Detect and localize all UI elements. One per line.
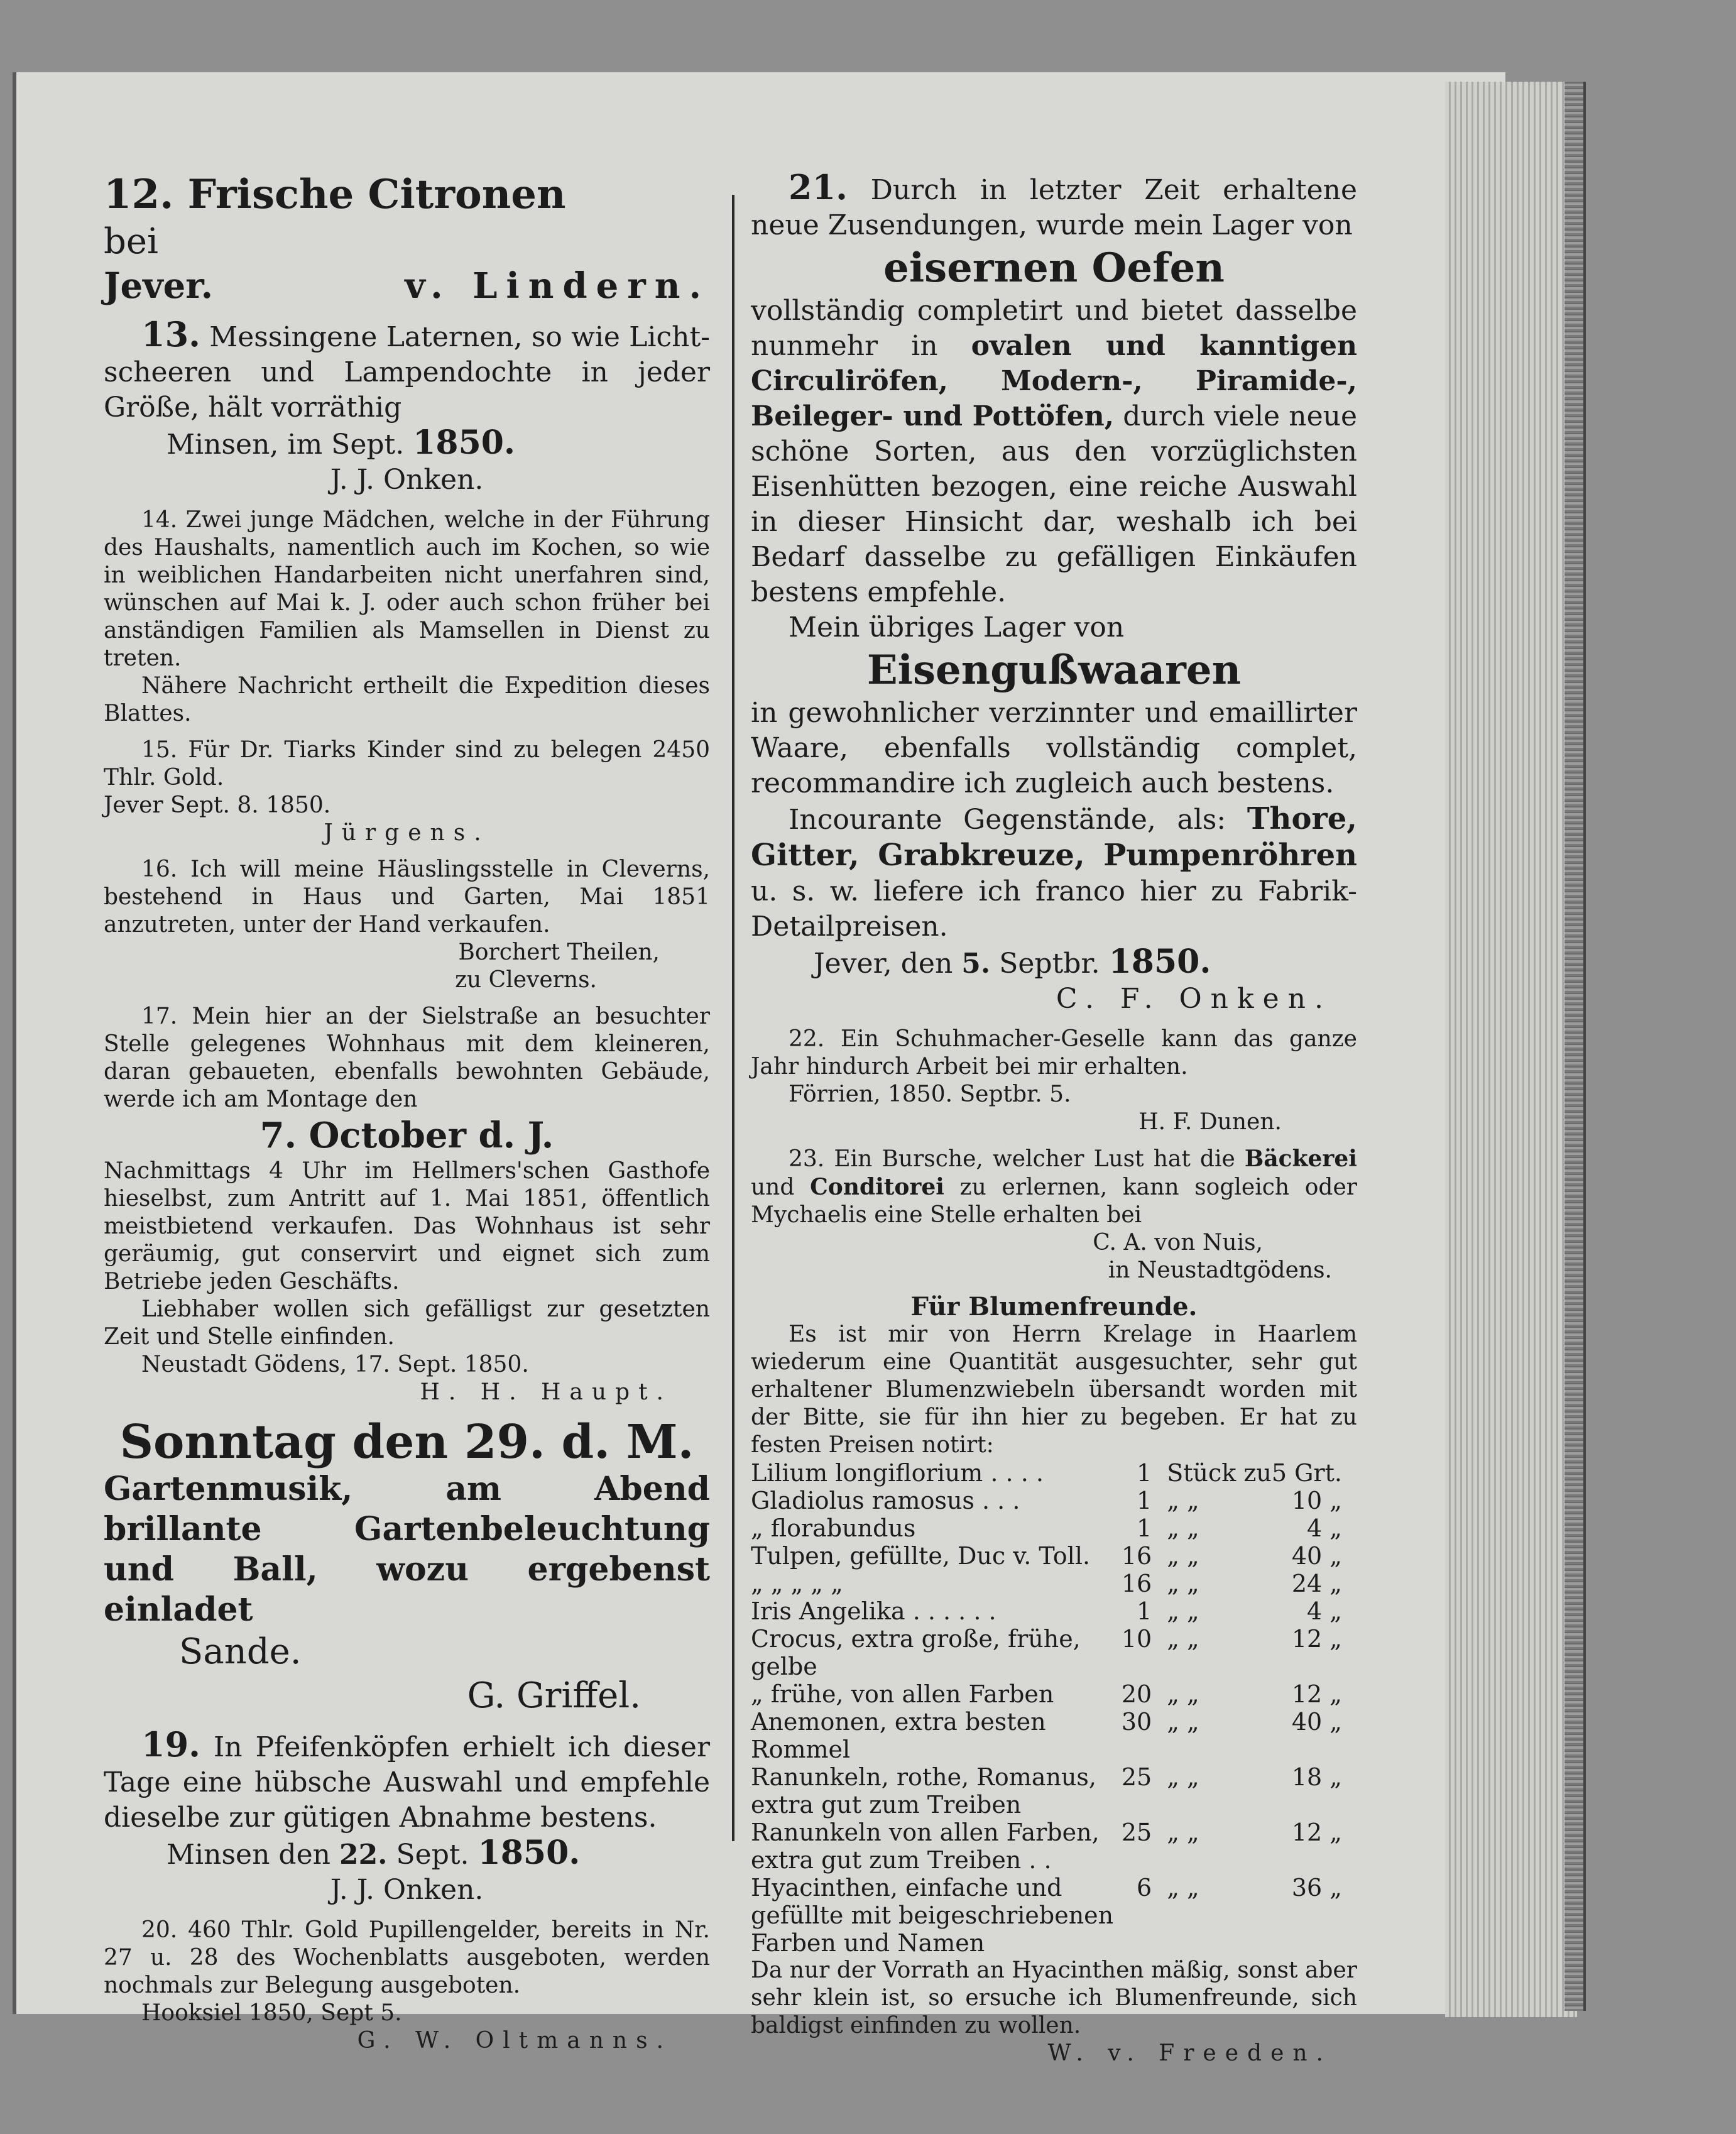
price-cell-price: 18 „ [1291, 1763, 1342, 1791]
price-cell-price: 36 „ [1291, 1874, 1342, 1901]
price-cell-unit: „ „ [1167, 1680, 1199, 1708]
ad-number: 21. [789, 167, 848, 207]
price-cell-price: 12 „ [1291, 1680, 1342, 1708]
price-cell-unit: „ „ [1167, 1874, 1199, 1901]
price-cell-unit: „ „ [1167, 1570, 1199, 1597]
price-row [751, 1625, 1357, 1680]
ad-text-3: Liebhaber wollen sich gefälligst zur gesetzten Zeit und Stelle einfinden. [104, 1296, 710, 1350]
ad-text: 20. 460 Thlr. Gold Pupillengelder, bereits in Nr. 27 u. 28 des Wochenblatts ausgeboten, werden nochmals zur Belegung ausgeboten. [104, 1917, 710, 1998]
ad-signature: C. F. Onken. [1056, 983, 1332, 1015]
column-divider [732, 195, 734, 1841]
price-cell-unit: „ „ [1167, 1514, 1199, 1542]
price-cell-price: 24 „ [1291, 1570, 1342, 1597]
price-cell-price: 40 „ [1291, 1542, 1342, 1570]
ad-text: 14. Zwei junge Mädchen, welche in der Führung des Haushalts, namentlich auch im Kochen, so wie in weiblichen Handarbeiten nicht unerfahren sind, wünschen auf Mai k. J. oder auch schon früher bei anständigen Familien als Mamsellen in Dienst zu treten. [104, 507, 710, 671]
ad-number: 12. [104, 171, 174, 218]
price-cell-qty: 1 [1137, 1459, 1152, 1487]
ad-day: 5. [961, 948, 991, 980]
price-cell-price: 10 „ [1291, 1487, 1342, 1514]
price-cell-unit: „ „ [1167, 1597, 1199, 1625]
ad-place: Neustadt Gödens, 17. Sept. 1850. [141, 1352, 529, 1377]
ad-bold-b: Conditorei [810, 1174, 944, 1200]
ad-text-3: durch viele neue schöne Sorten, aus den vorzüglichsten Eisenhütten bezogen, eine reiche Auswahl in dieser Hinsicht dar, weshalb ich bei Bedarf dasselbe zu gefälligen Einkäufen bestens empfehle. [751, 400, 1357, 608]
price-cell-qty: 16 [1121, 1542, 1152, 1570]
ad-headline: Sonntag den 29. d. M. [119, 1415, 694, 1469]
price-cell-name: Hyacinthen, einfache und gefüllte mit beigeschriebenen Farben und Namen [751, 1874, 1114, 1957]
right-column [751, 167, 1357, 2076]
ad-22 [751, 1026, 1357, 1136]
price-cell-unit: „ „ [1167, 1542, 1199, 1570]
price-cell-name: Ranunkeln von allen Farben, extra gut zum Treiben . . [751, 1819, 1100, 1874]
price-row [751, 1819, 1357, 1874]
left-column [104, 170, 710, 2064]
ad-bold-a: Bäckerei [1244, 1146, 1357, 1172]
ad-place: Minsen den [167, 1839, 330, 1871]
ad-place: Sande. [179, 1631, 302, 1672]
ad-23 [751, 1145, 1357, 1284]
price-cell-price: 5 Grt. [1271, 1459, 1342, 1487]
price-row [751, 1763, 1357, 1819]
ad-year: 1850. [413, 424, 516, 462]
ad-headline: Für Blumenfreunde. [910, 1292, 1198, 1321]
price-cell-qty: 10 [1121, 1625, 1152, 1653]
ad-19 [104, 1724, 710, 1908]
ad-15 [104, 736, 710, 847]
ad-12 [104, 170, 710, 308]
price-cell-name: „ „ „ „ „ [751, 1570, 843, 1597]
ad-text-4: Mein übriges Lager von [789, 611, 1125, 643]
ad-signature: G. W. Oltmanns. [357, 2028, 672, 2054]
ad-signature-place: in Neustadtgödens. [1108, 1257, 1332, 1283]
price-row [751, 1597, 1357, 1625]
ad-21 [751, 167, 1357, 1017]
price-cell-unit: „ „ [1167, 1708, 1199, 1736]
price-cell-price: 12 „ [1291, 1625, 1342, 1653]
ad-text-a: 23. Ein Bursche, welcher Lust hat die [789, 1146, 1235, 1172]
ad-bei: bei [104, 221, 158, 262]
ad-20 [104, 1917, 710, 2055]
ad-18 [104, 1415, 710, 1718]
ad-text: 17. Mein hier an der Sielstraße an besuchter Stelle gelegenes Wohnhaus mit dem kleineren, daran gebaueten, ebenfalls bewohnten Gebäude, werde ich am Montage den [104, 1004, 710, 1112]
ad-signature: H. F. Dunen. [1138, 1109, 1282, 1135]
ad-place: Jever, den [814, 948, 953, 980]
ad-17 [104, 1003, 710, 1406]
ad-text: 15. Für Dr. Tiarks Kinder sind zu belegen 2450 Thlr. Gold. [104, 737, 710, 791]
ad-text-b: und [751, 1174, 795, 1200]
price-cell-qty: 25 [1121, 1763, 1152, 1791]
ad-day: 22. [339, 1839, 388, 1871]
page-edges [1445, 82, 1577, 2017]
ad-signature: C. A. von Nuis, [1093, 1230, 1263, 1256]
ad-place: Hooksiel 1850, Sept 5. [141, 2000, 402, 2026]
price-cell-unit: „ „ [1167, 1763, 1199, 1791]
ad-year: 1850. [1108, 943, 1211, 981]
ad-text: Messingene Laternen, so wie Licht-scheeren und Lampendochte in jeder Größe, hält vorräthig [104, 321, 710, 424]
ad-13 [104, 314, 710, 498]
ad-number: 13. [141, 314, 200, 354]
ad-year: 1850. [478, 1834, 581, 1872]
ad-number: 19. [141, 1724, 200, 1765]
ad-signature: J. J. Onken. [330, 1874, 484, 1906]
price-cell-qty: 1 [1137, 1514, 1152, 1542]
ad-footer: Da nur der Vorrath an Hyacinthen mäßig, sonst aber sehr klein ist, so ersuche ich Blumenfreunde, sich baldigst einfinden zu wollen. [751, 1957, 1357, 2038]
price-cell-qty: 30 [1121, 1708, 1152, 1736]
ad-bold-products: ovalen und kanntigen Circuliröfen, Modern-, Piramide-, Beileger- und Pottöfen, [751, 330, 1357, 432]
price-cell-qty: 1 [1137, 1597, 1152, 1625]
price-cell-name: „ florabundus [751, 1514, 916, 1542]
price-cell-name: Lilium longiflorium . . . . [751, 1459, 1044, 1487]
ad-month: Sept. [396, 1839, 469, 1871]
price-cell-unit: „ „ [1167, 1487, 1199, 1514]
ad-text-6: Incourante Gegenstände, als: [789, 804, 1226, 836]
ad-month: Septbr. [999, 948, 1100, 980]
ad-16 [104, 856, 710, 994]
ad-text: Durch in letzter Zeit erhaltene neue Zusendungen, wurde mein Lager von [751, 174, 1357, 241]
price-cell-price: 40 „ [1291, 1708, 1342, 1736]
price-row [751, 1542, 1357, 1570]
ad-text: 16. Ich will meine Häuslingsstelle in Cleverns, bestehend in Haus und Garten, Mai 1851 anzutreten, unter der Hand verkaufen. [104, 856, 710, 938]
price-cell-qty: 20 [1121, 1680, 1152, 1708]
book-cover-edge [1564, 82, 1586, 2011]
price-cell-qty: 16 [1121, 1570, 1152, 1597]
ad-date: Jever Sept. 8. 1850. [104, 792, 331, 818]
price-cell-name: Gladiolus ramosus . . . [751, 1487, 1020, 1514]
price-cell-name: Crocus, extra große, frühe, gelbe [751, 1625, 1081, 1680]
price-row [751, 1874, 1357, 1957]
price-cell-name: „ frühe, von allen Farben [751, 1680, 1054, 1708]
ad-bold-items: Thore, Gitter, Grabkreuze, Pumpenröhren [751, 801, 1357, 873]
price-cell-price: 4 „ [1307, 1514, 1342, 1542]
ad-signature-place: zu Cleverns. [455, 967, 597, 993]
ad-place: Förrien, 1850. Septbr. 5. [789, 1081, 1071, 1107]
price-cell-name: Iris Angelika . . . . . . [751, 1597, 996, 1625]
price-table [751, 1459, 1357, 1957]
ad-signature: W. v. Freeden. [1047, 2040, 1332, 2066]
price-cell-price: 4 „ [1307, 1597, 1342, 1625]
ad-note: Nähere Nachricht ertheilt die Expedition dieses Blattes. [104, 673, 710, 726]
ad-14 [104, 506, 710, 728]
price-cell-unit: „ „ [1167, 1625, 1199, 1653]
ad-text-7: u. s. w. liefere ich franco hier zu Fabrik-Detailpreisen. [751, 875, 1357, 943]
ad-signature: H. H. Haupt. [420, 1379, 672, 1405]
ad-title: Frische Citronen [187, 171, 566, 218]
ad-date: 7. October d. J. [259, 1115, 554, 1156]
ad-place: Minsen, im Sept. [167, 429, 405, 461]
ad-signature: v. Lindern. [405, 265, 710, 307]
price-cell-price: 12 „ [1291, 1819, 1342, 1846]
ad-signature: J. J. Onken. [330, 464, 484, 496]
ad-text-c: zu erlernen, kann sogleich oder Mychaelis eine Stelle erhalten bei [751, 1174, 1357, 1228]
ad-text: In Pfeifenköpfen erhielt ich dieser Tage eine hübsche Auswahl und empfehle dieselbe zur gütigen Abnahme bestens. [104, 1731, 710, 1834]
price-cell-name: Ranunkeln, rothe, Romanus, extra gut zum Treiben [751, 1763, 1096, 1819]
price-row [751, 1514, 1357, 1542]
ad-signature: Jürgens. [324, 820, 490, 846]
price-row [751, 1570, 1357, 1597]
price-cell-qty: 1 [1137, 1487, 1152, 1514]
price-cell-unit: „ „ [1167, 1819, 1199, 1846]
price-cell-unit: Stück zu [1167, 1459, 1272, 1487]
ad-signature: G. Griffel. [467, 1675, 641, 1716]
ad-place: Jever. [104, 265, 214, 307]
ad-text: 22. Ein Schuhmacher-Geselle kann das ganze Jahr hindurch Arbeit bei mir erhalten. [751, 1026, 1357, 1080]
price-cell-qty: 25 [1121, 1819, 1152, 1846]
ad-text-2: vollständig completirt und bietet dasselbe nunmehr in [751, 295, 1357, 362]
ad-text-2: Nachmittags 4 Uhr im Hellmers'schen Gasthofe hieselbst, zum Antritt auf 1. Mai 1851, öffentlich meistbietend verkaufen. Das Wohnhaus ist sehr geräumig, gut conservirt und eignet sich zum Betriebe jeden Geschäfts. [104, 1158, 710, 1294]
price-row [751, 1680, 1357, 1708]
price-row [751, 1708, 1357, 1763]
ad-24 [751, 1293, 1357, 2067]
ad-text-5: in gewohnlicher verzinnter und emaillirter Waare, ebenfalls vollständig complet, recommandire ich zugleich auch bestens. [751, 697, 1357, 799]
price-row [751, 1487, 1357, 1514]
ad-signature: Borchert Theilen, [458, 939, 660, 965]
price-cell-name: Anemonen, extra besten Rommel [751, 1708, 1046, 1763]
ad-headline: eisernen Oefen [883, 244, 1225, 292]
price-row [751, 1459, 1357, 1487]
ad-text: Gartenmusik, am Abend brillante Gartenbeleuchtung und Ball, wozu ergebenst einladet [104, 1470, 710, 1629]
ad-headline-2: Eisengußwaaren [866, 647, 1242, 694]
price-cell-qty: 6 [1137, 1874, 1152, 1901]
price-cell-name: Tulpen, gefüllte, Duc v. Toll. [751, 1542, 1091, 1570]
ad-text: Es ist mir von Herrn Krelage in Haarlem wiederum eine Quantität ausgesuchter, sehr gut erhaltener Blumenzwiebeln übersandt worden mit der Bitte, sie für ihn hier zu begeben. Er hat zu festen Preisen notirt: [751, 1321, 1357, 1458]
